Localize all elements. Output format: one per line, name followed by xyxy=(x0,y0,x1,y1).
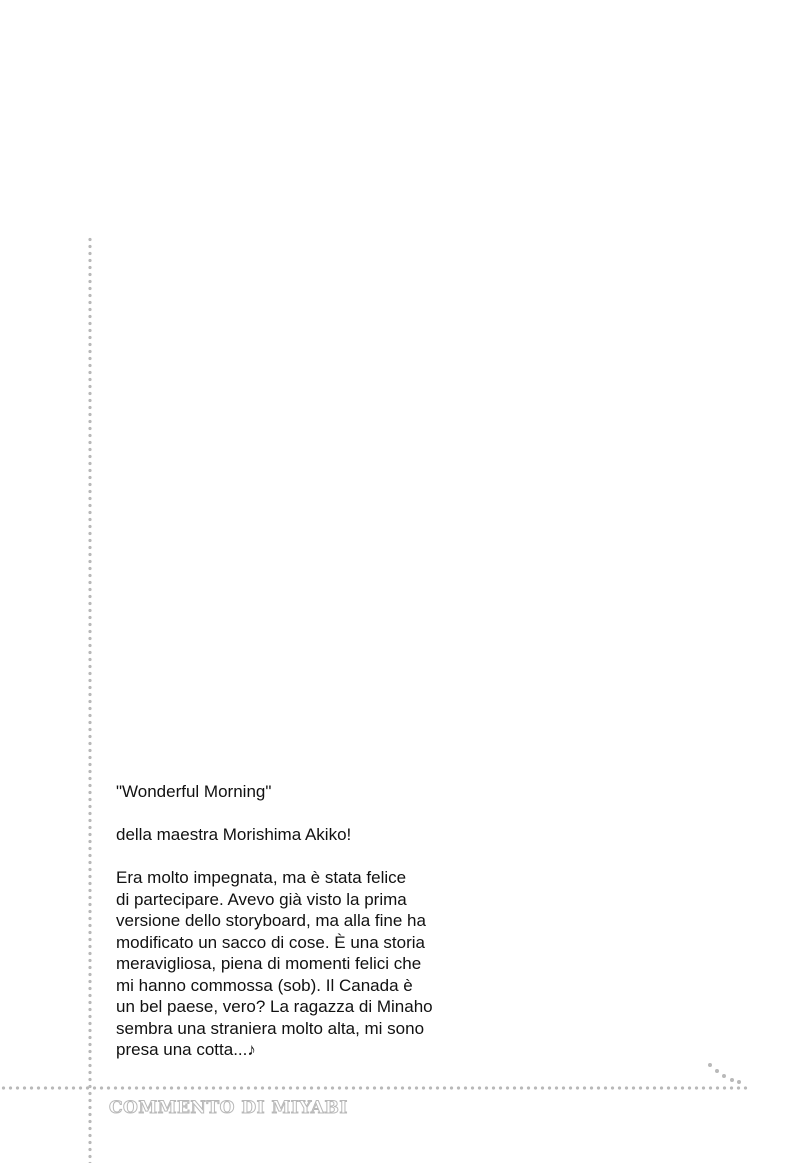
section-label: COMMENTO DI MIYABI xyxy=(109,1098,348,1118)
body-line: meravigliosa, piena di momenti felici che xyxy=(116,954,422,973)
dotted-vertical-divider xyxy=(88,236,92,1163)
body-line: di partecipare. Avevo già visto la prima xyxy=(116,889,407,909)
dotted-horizontal-divider xyxy=(0,1086,748,1090)
body-line: un bel paese, vero? La ragazza di Minaho xyxy=(116,997,433,1016)
body-line: modificato un sacco di cose. È una storia xyxy=(116,932,425,952)
body-line: presa una cotta...♪ xyxy=(116,1040,256,1059)
author-line: della maestra Morishima Akiko! xyxy=(116,825,352,844)
body-line: versione dello storyboard, ma alla fine ha xyxy=(116,911,426,930)
work-title: "Wonderful Morning" xyxy=(116,782,272,801)
body-line: mi hanno commossa (sob). Il Canada è xyxy=(116,975,413,995)
comment-body xyxy=(116,867,461,1061)
body-line: sembra una straniera molto alta, mi sono xyxy=(116,1018,425,1038)
body-line: Era molto impegnata, ma è stata felice xyxy=(116,868,407,887)
comment-text-block xyxy=(116,781,461,1061)
